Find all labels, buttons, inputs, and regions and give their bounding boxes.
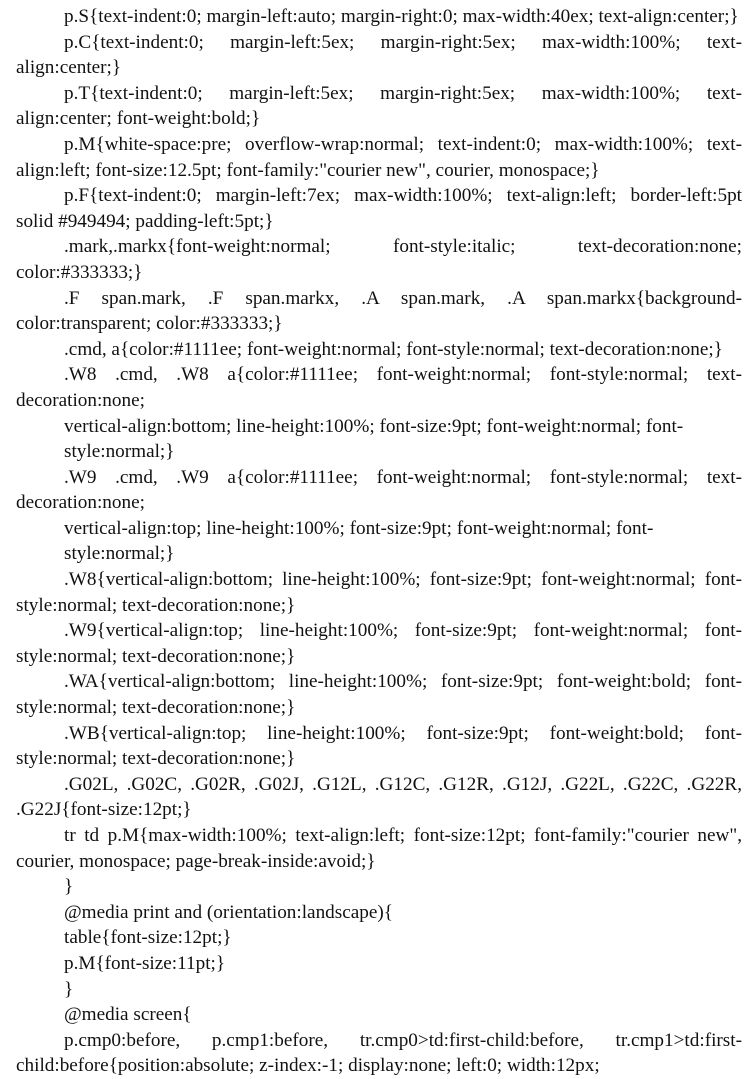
css-rule-p-c: p.C{text-indent:0; margin-left:5ex; margin-right:5ex; max-width:100%; text-align:center;}: [16, 31, 742, 79]
css-rule-g-classes: .G02L, .G02C, .G02R, .G02J, .G12L, .G12C, .G12R, .G12J, .G22L, .G22C, .G22R, .G22J{font-size:12pt;}: [16, 773, 742, 821]
css-rule-wb: .WB{vertical-align:top; line-height:100%; font-size:9pt; font-weight:bold; font-style:normal; text-decoration:none;}: [16, 722, 742, 770]
css-rule-wa: .WA{vertical-align:bottom; line-height:100%; font-size:9pt; font-weight:bold; font-style:normal; text-decoration:none;}: [16, 671, 742, 719]
css-rule-p-m: p.M{white-space:pre; overflow-wrap:normal; text-indent:0; max-width:100%; text-align:left; font-size:12.5pt; font-family:"courier new", courier, monospace;}: [16, 133, 742, 181]
css-rule-w9: .W9{vertical-align:top; line-height:100%; font-size:9pt; font-weight:normal; font-style:normal; text-decoration:none;}: [16, 620, 742, 667]
css-rule-w9-cmd-cont: vertical-align:top; line-height:100%; font-size:9pt; font-weight:normal; font-style:normal;}: [64, 517, 654, 565]
closing-brace-2: }: [64, 978, 74, 1000]
media-screen: @media screen{: [64, 1004, 192, 1026]
css-rule-p-s: p.S{text-indent:0; margin-left:auto; margin-right:0; max-width:40ex; text-align:center;}: [64, 6, 739, 27]
css-rule-w8-cmd-cont: vertical-align:bottom; line-height:100%; font-size:9pt; font-weight:normal; font-style:normal;}: [64, 415, 684, 463]
css-rule-p-t: p.T{text-indent:0; margin-left:5ex; margin-right:5ex; max-width:100%; text-align:center; font-weight:bold;}: [16, 82, 742, 130]
media-print-landscape: @media print and (orientation:landscape){: [64, 901, 393, 923]
css-rule-cmp-before: p.cmp0:before, p.cmp1:before, tr.cmp0>td:first-child:before, tr.cmp1>td:first-child:before{position:absolute; z-index:-1; display:none; left:0; width:12px;: [16, 1029, 742, 1077]
document-page: [16, 4, 742, 1079]
css-rule-w8: .W8{vertical-align:bottom; line-height:100%; font-size:9pt; font-weight:normal; font-style:normal; text-decoration:none;}: [16, 569, 742, 616]
css-rule-cmd: .cmd, a{color:#1111ee; font-weight:normal; font-style:normal; text-decoration:none;}: [64, 338, 723, 360]
css-rule-tr-td-p-m: tr td p.M{max-width:100%; text-align:left; font-size:12pt; font-family:"courier new", courier, monospace; page-break-inside:avoid;}: [16, 825, 742, 872]
css-rule-table: table{font-size:12pt;}: [64, 927, 232, 949]
css-rule-mark: .mark,.markx{font-weight:normal; font-style:italic; text-decoration:none; color:#333333;}: [16, 236, 742, 283]
css-rule-p-m-print: p.M{font-size:11pt;}: [64, 952, 226, 974]
closing-brace: }: [64, 876, 74, 898]
css-rule-w8-cmd: .W8 .cmd, .W8 a{color:#1111ee; font-weight:normal; font-style:normal; text-decoration:none;: [16, 364, 742, 411]
css-rule-p-f: p.F{text-indent:0; margin-left:7ex; max-width:100%; text-align:left; border-left:5pt solid #949494; padding-left:5pt;}: [16, 185, 742, 232]
css-rule-w9-cmd: .W9 .cmd, .W9 a{color:#1111ee; font-weight:normal; font-style:normal; text-decoration:none;: [16, 466, 742, 514]
css-rule-f-span-mark: .F span.mark, .F span.markx, .A span.mark, .A span.markx{background-color:transparent; color:#333333;}: [16, 287, 742, 335]
